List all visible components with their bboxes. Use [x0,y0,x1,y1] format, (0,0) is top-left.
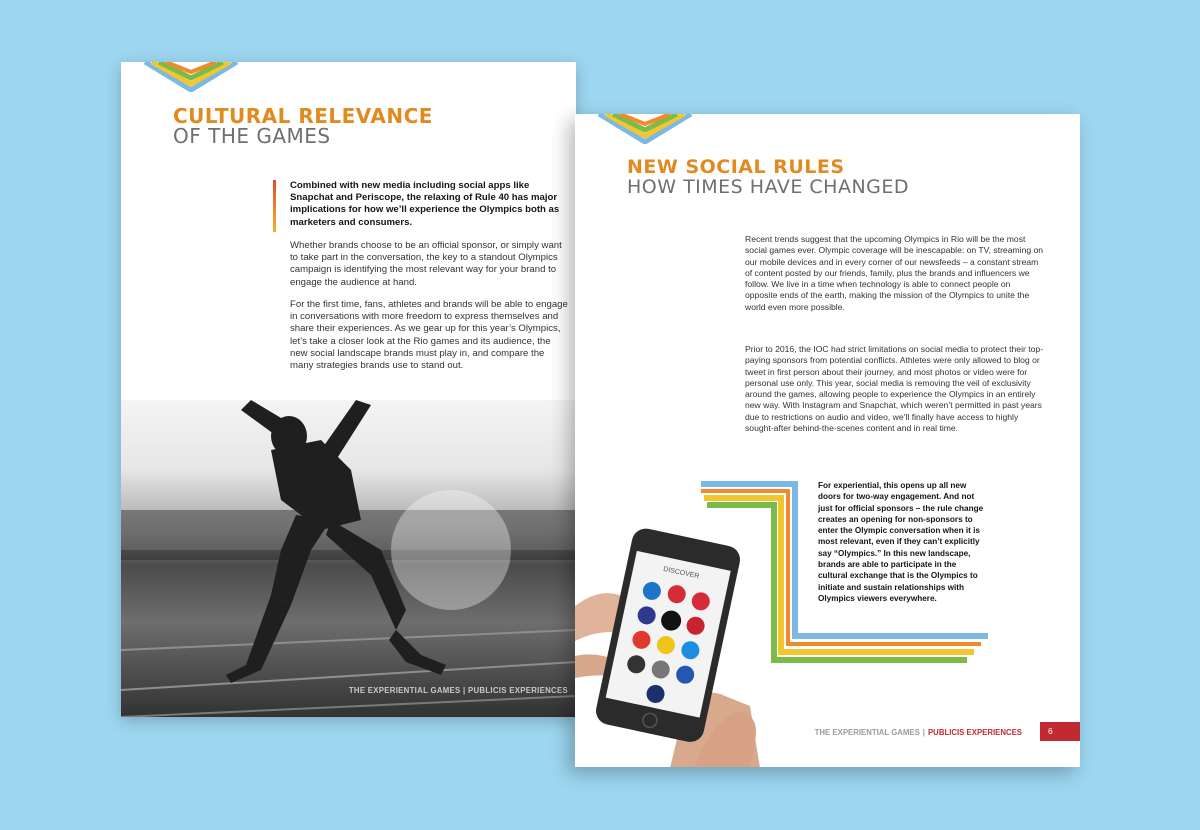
page-subtitle: HOW TIMES HAVE CHANGED [627,176,910,198]
body-paragraph: For the first time, fans, athletes and brands will be able to engage in conversations with more freedom to express themselves and share their experiences. As we gear up for this year’s Olympics, let’s take a closer look at the Rio games and its audience, the new social landscape brands must play in, and compare the many strategies brands use to stand out. [290,299,568,372]
callout-text: For experiential, this opens up all new doors for two-way engagement. And not just for official sponsors – the rule change creates an opening for non-sponsors to enter the Olympic conversation when it is most relevant, even if they can’t explicitly say “Olympics.” In this new landscape, brands are able to participate in the cultural exchange that is the Olympics to initiate and sustain relationships with Olympics viewers everywhere. [818,481,984,603]
body-paragraph: Whether brands choose to be an official sponsor, or simply want to take part in the conversation, the key to a standout Olympics campaign is identifying the most relevant way for your brand to engage the audience at hand. [290,240,562,288]
page-title: NEW SOCIAL RULES [627,156,845,178]
right-page [575,114,1080,767]
footer-separator: | [922,728,925,737]
page-subtitle: OF THE GAMES [173,124,331,148]
page-number: 6 [1048,726,1053,736]
rio-chevron-logo [143,62,239,92]
phone-screen-label: DISCOVER [662,565,700,581]
page-number-badge [1040,722,1080,741]
footer-label: THE EXPERIENTIAL GAMES [814,728,920,737]
intro-lead: Combined with new media including social apps like Snapchat and Periscope, the relaxing of Rule 40 has major implications for how we’ll experience the Olympics both as marketers and consumers. [290,180,560,228]
left-page [121,62,576,717]
page-footer [815,728,1022,737]
sprinter-photo [121,400,576,717]
page-title: CULTURAL RELEVANCE [173,104,433,128]
page-footer: THE EXPERIENTIAL GAMES | PUBLICIS EXPERIENCES [348,686,568,695]
body-paragraph: Recent trends suggest that the upcoming Olympics in Rio will be the most social games ever. Olympic coverage will be inescapable: on TV, streaming on our mobile devices and in every corner of our newsfeeds – a constant stream of content posted by our friends, family, plus the brands and influencers we follow. We live in a time when technology is able to connect people on opposite ends of the earth, making the mission of the Olympics to unite the world even more possible. [745,234,1044,312]
body-paragraph: Prior to 2016, the IOC had strict limitations on social media to protect their top-paying sponsors from potential conflicts. Athletes were only allowed to blog or tweet in first person about their journey, and most photos or video were for personal use only. This year, social media is removing the veil of exclusivity around the games, allowing people to experience the Olympics in an entirely new way. With Instagram and Snapchat, which weren’t permitted in past years due to restrictions on audio and video, we’ll finally have access to highly sought-after behind-the-scenes content and in real time. [745,344,1044,434]
lead-accent-bar [273,180,276,232]
smartphone-illustration [575,506,795,767]
footer-brand: PUBLICIS EXPERIENCES [927,728,1022,737]
